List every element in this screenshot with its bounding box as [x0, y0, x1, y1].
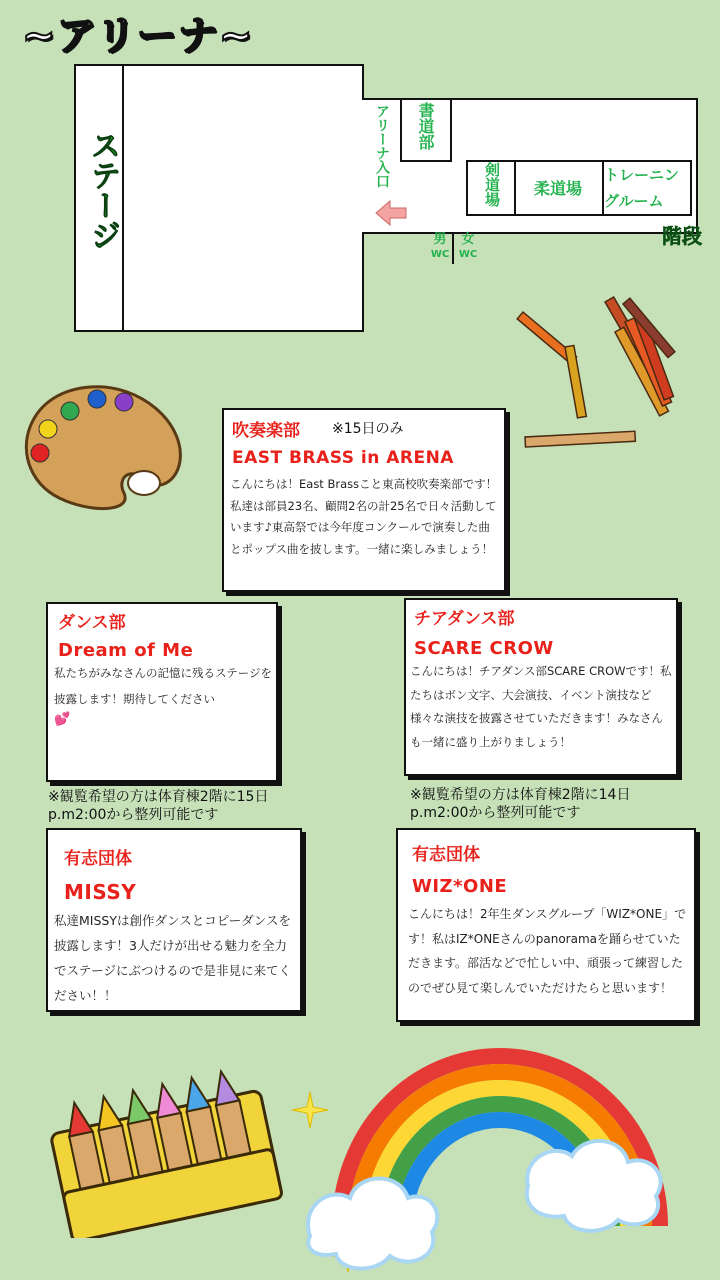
card-dance-name: Dream of Me: [58, 640, 194, 661]
card-brass-category: 吹奏楽部: [232, 421, 300, 441]
card-missy-category: 有志団体: [64, 849, 132, 869]
card-cheer: [404, 598, 678, 776]
card-cheer-name: SCARE CROW: [414, 638, 554, 659]
women-wc-sub: WC: [458, 249, 478, 260]
men-wc-sub: WC: [430, 249, 450, 260]
card-cheer-body: こんにちは！チアダンス部SCARE CROWです！私たちはボン文字、大会演技、イベント演技など様々な演技を披露させていただきます！みなさんも一緒に盛り上がりましょう！: [410, 664, 672, 749]
judo-label: 柔道場: [534, 179, 583, 198]
heart-emoji-icon: 💕: [54, 712, 71, 727]
dance-footnote-line1: ※観覧希望の方は体育棟2階に15日: [48, 789, 269, 805]
cheer-footnote: [410, 786, 630, 822]
training-label: トレーニングルーム: [604, 166, 680, 210]
crayon-box-icon: [30, 1062, 290, 1238]
entrance-arrow-icon: [374, 198, 408, 228]
women-wc: [454, 232, 482, 262]
men-wc-label: 男: [433, 232, 447, 247]
cheer-footnote-line1: ※観覧希望の方は体育棟2階に14日: [410, 787, 631, 803]
card-dance-body: 私たちがみなさんの記憶に残るステージを披露します！期待してください: [54, 666, 273, 706]
page-title: ~アリーナ~: [22, 13, 254, 59]
paint-palette-icon: [20, 383, 190, 515]
card-brass-note: ※15日のみ: [332, 421, 404, 437]
cheer-footnote-line2: p.m2:00から整列可能です: [410, 805, 581, 821]
arena-entrance-label: アリーナ入口: [374, 104, 390, 188]
crayons-pile-icon: [515, 292, 705, 462]
card-wizone-body: こんにちは！2年生ダンスグループ「WIZ*ONE」です！私はIZ*ONEさんのpanoramaを踊らせていただきます。部活などで忙しい中、頑張って練習したのでぜひ見て楽しんでいただけたらと思います！: [408, 907, 687, 995]
men-wc: [426, 232, 454, 262]
arena-map: [0, 0, 720, 340]
card-missy-body: 私達MISSYは創作ダンスとコピーダンスを披露します！3人だけが出せる魅力を全力でステージにぶつけるので是非見に来てください！！: [54, 913, 292, 1003]
card-brass-body: こんにちは！East Brassこと東高校吹奏楽部です！私達は部員23名、顧問2名の計25名で日々活動しています♪東高祭では今年度コンクールで演奏した曲とポップス曲を披します。一緒に楽しみましょう！: [230, 477, 498, 556]
card-dance-category: ダンス部: [58, 613, 126, 633]
card-missy-name: MISSY: [64, 880, 137, 904]
card-brass-name: EAST BRASS in ARENA: [232, 448, 454, 468]
dance-footnote-line2: p.m2:00から整列可能です: [48, 807, 219, 823]
rainbow-icon: [300, 1026, 700, 1276]
dance-footnote: [48, 788, 268, 824]
calligraphy-label: 書道部: [416, 102, 435, 150]
stage-label: ステージ: [85, 130, 120, 250]
card-brass: [222, 408, 506, 592]
women-wc-label: 女: [461, 232, 475, 247]
card-missy: [46, 828, 302, 1012]
card-wizone-category: 有志団体: [412, 845, 480, 865]
kendo-label: 剣道場: [483, 162, 501, 207]
arena-floor: [122, 64, 364, 332]
card-wizone: [396, 828, 696, 1022]
card-cheer-category: チアダンス部: [414, 609, 515, 629]
stairs-label: 階段: [662, 224, 702, 248]
card-wizone-name: WIZ*ONE: [412, 876, 508, 897]
card-dance: [46, 602, 278, 782]
